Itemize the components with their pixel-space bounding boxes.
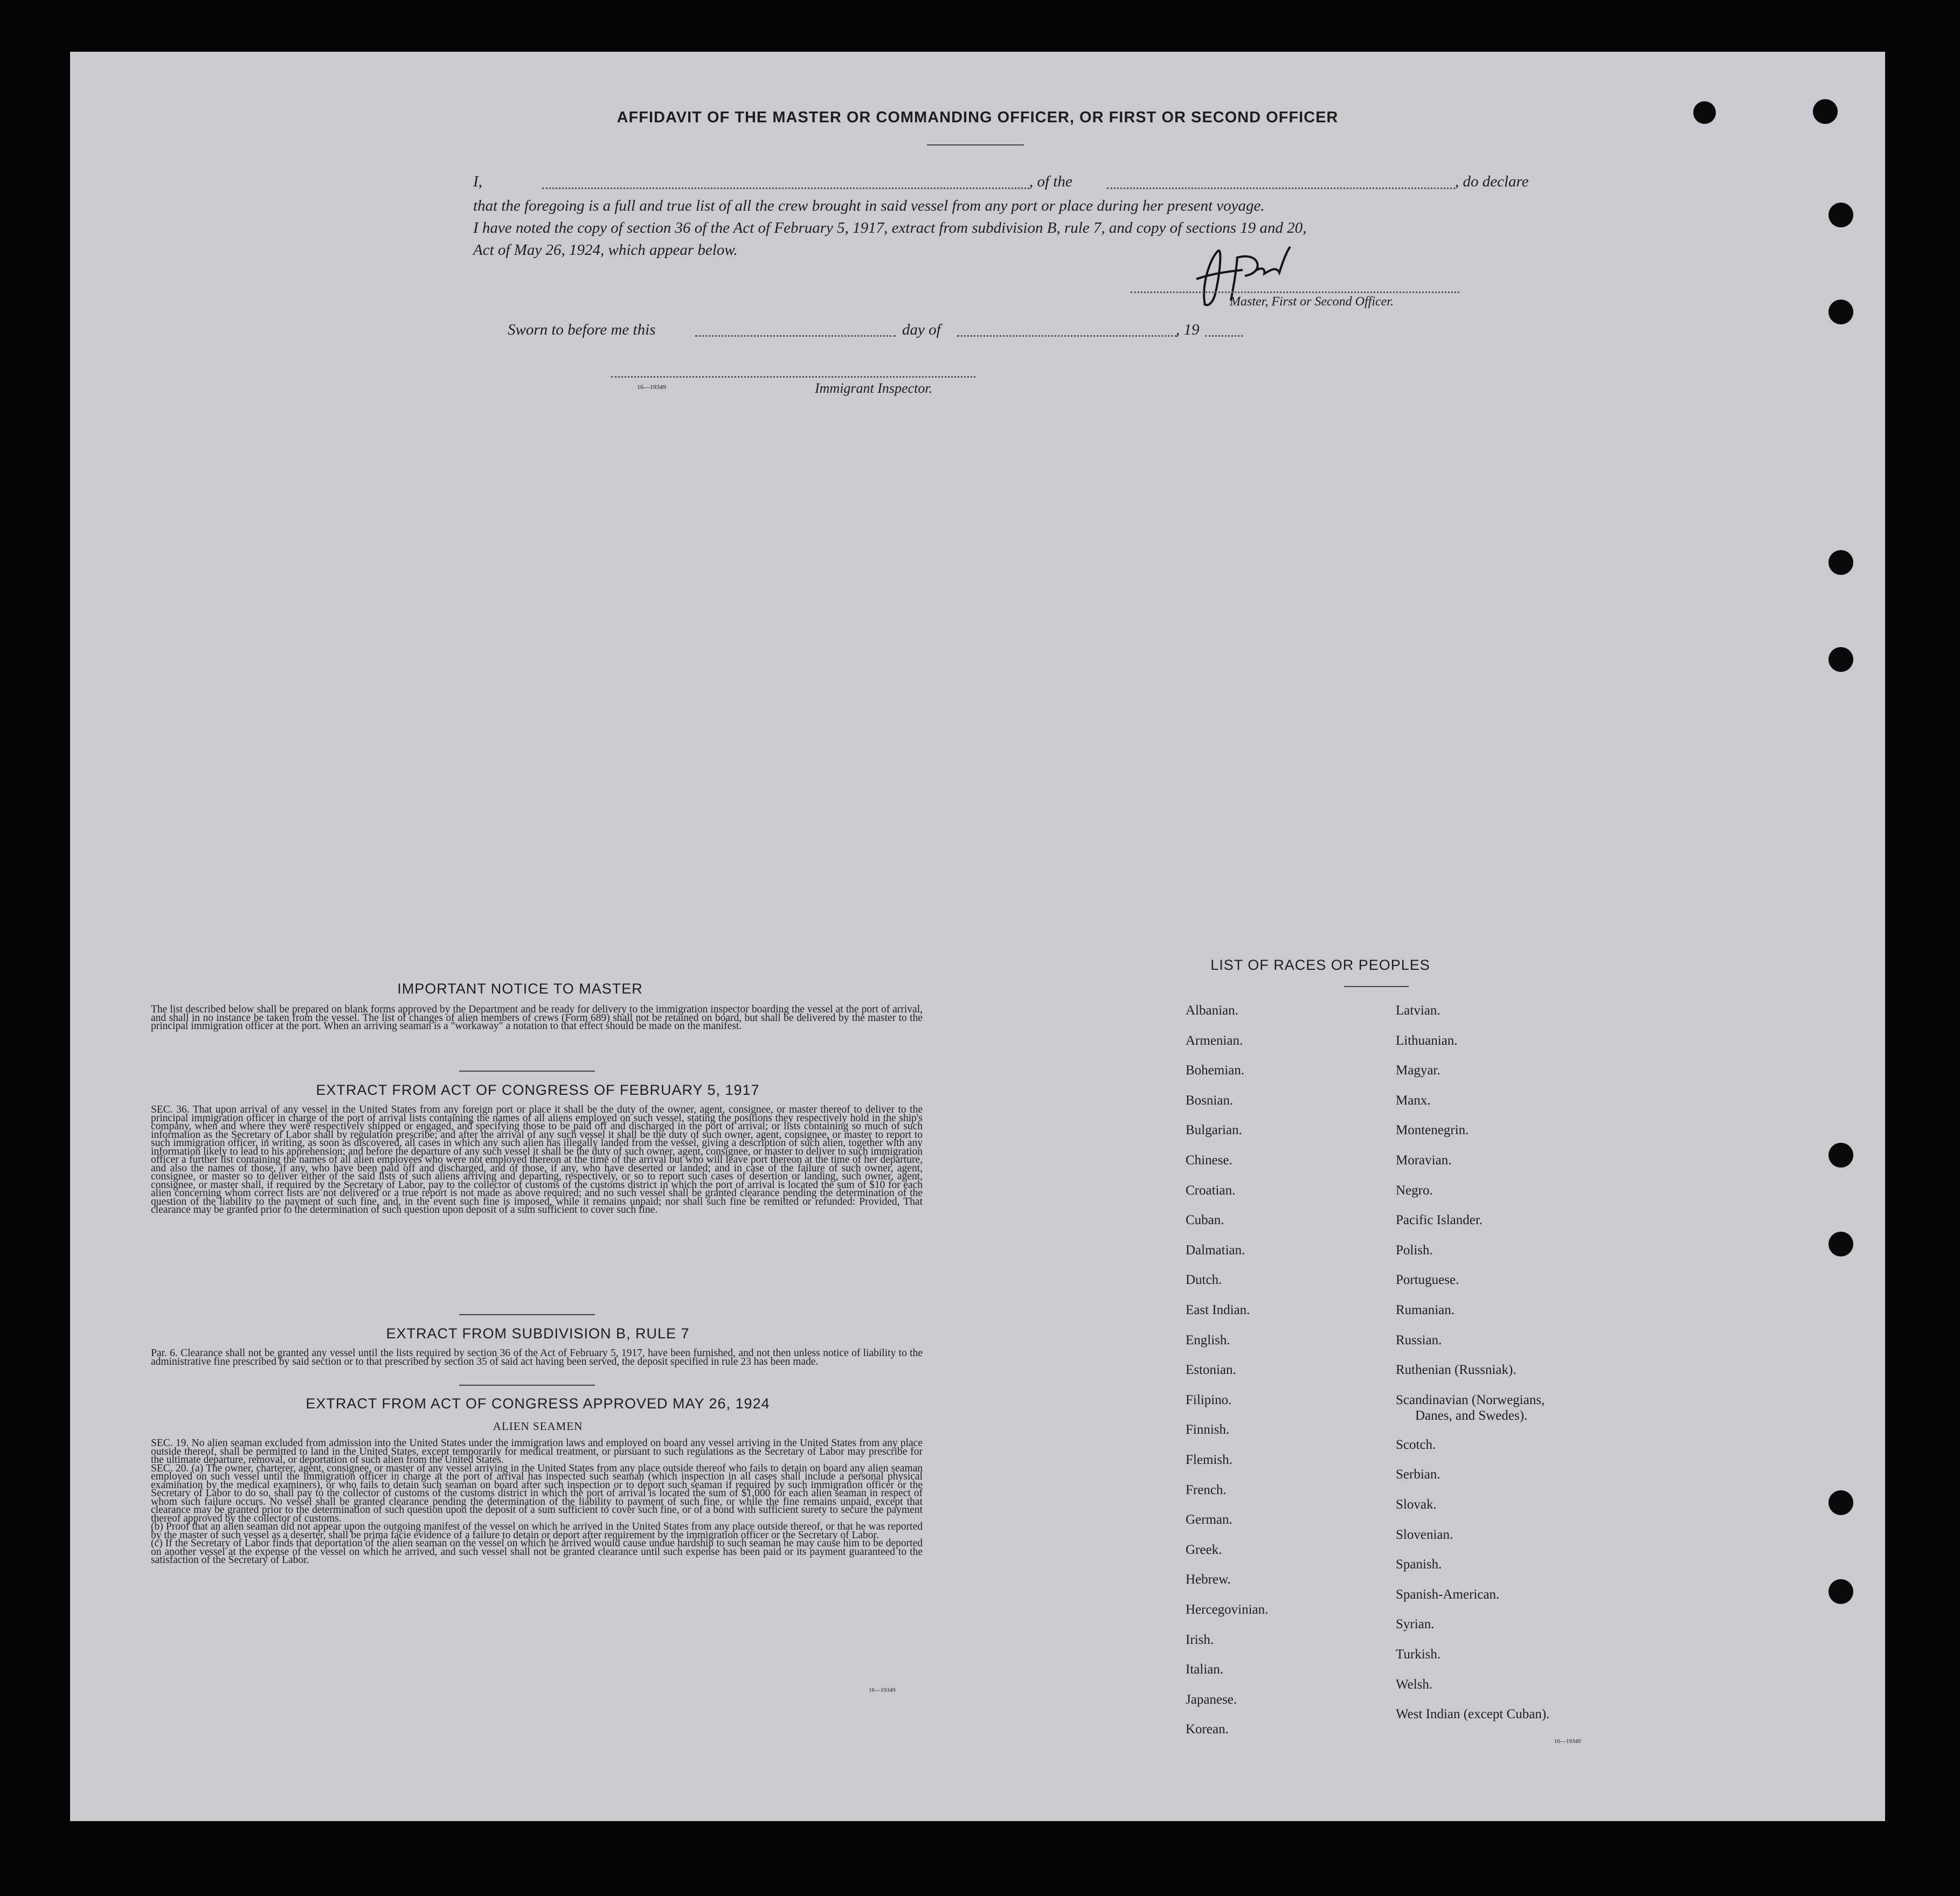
race-item: Moravian. — [1396, 1153, 1452, 1168]
race-item: Magyar. — [1396, 1063, 1440, 1078]
race-item: Danes, and Swedes). — [1415, 1408, 1528, 1423]
race-item: Pacific Islander. — [1396, 1213, 1483, 1228]
race-item: Bulgarian. — [1186, 1123, 1242, 1138]
race-item: German. — [1186, 1512, 1232, 1527]
race-item: Latvian. — [1396, 1003, 1440, 1018]
race-item: Russian. — [1396, 1332, 1442, 1348]
race-item: Dutch. — [1186, 1273, 1222, 1288]
race-item: Spanish-American. — [1396, 1587, 1500, 1602]
race-item: Welsh. — [1396, 1677, 1433, 1692]
punch-hole — [1829, 1232, 1853, 1256]
extract-rule7-heading: EXTRACT FROM SUBDIVISION B, RULE 7 — [386, 1325, 690, 1342]
race-item: French. — [1186, 1482, 1227, 1497]
alien-seamen-subheading: ALIEN SEAMEN — [493, 1420, 583, 1433]
race-item: Hercegovinian. — [1186, 1602, 1269, 1617]
race-item: Polish. — [1396, 1242, 1433, 1258]
race-item: Italian. — [1186, 1662, 1224, 1677]
affidavit-form-number: 16—19349 — [637, 383, 666, 391]
sworn-text: Sworn to before me this — [508, 321, 656, 338]
sworn-blank — [695, 335, 896, 337]
race-item: East Indian. — [1186, 1303, 1250, 1317]
race-item: Serbian. — [1396, 1467, 1440, 1482]
punch-hole — [1829, 300, 1853, 324]
punch-hole — [1829, 1579, 1853, 1604]
race-item: Portuguese. — [1396, 1273, 1459, 1288]
race-item: Finnish. — [1186, 1422, 1230, 1437]
sec20b-text: (b) Proof that an alien seaman did not appear upon the outgoing manifest of the vessel on which he arrived in the United States from any place outside thereof, or that he was reported by the master of such vessel as a deserter, shall be prima facie evidence of a failure to detain or deport after requirement by the immigration officer or the Secretary of Labor. — [151, 1521, 923, 1541]
signature-caption: Master, First or Second Officer. — [1230, 295, 1394, 309]
affidavit-line-i: I, — [473, 173, 482, 190]
extract-1917-heading: EXTRACT FROM ACT OF CONGRESS OF FEBRUARY 5, 1917 — [316, 1082, 760, 1098]
year-blank — [1205, 335, 1243, 337]
race-item: Estonian. — [1186, 1363, 1236, 1378]
extract-1924-body — [151, 1439, 923, 1565]
affidavit-line-2: that the foregoing is a full and true list of all the crew brought in said vessel from any port or place during her present voyage. — [473, 197, 1265, 214]
affidavit-do-declare: , do declare — [1455, 173, 1529, 190]
extract-1917-text: SEC. 36. That upon arrival of any vessel in the United States from any foreign port or place it shall be the duty of the owner, agent, consignee, or master thereof to deliver to the principal immigration officer in charge of the port of arrival lists containing the names of all aliens employed on such vessel, stating the positions they respectively hold in the ship's company, when and where they were respectively shipped or engaged, and specifying those to be paid off and discharged in the port of arrival; or lists containing so much of such information as the Secretary of Labor shall by regulation prescribe; and after the arrival of any such vessel it shall be the duty of such owner, agent, consignee, or master to report to such immigration officer, in writing, as soon as discovered, all cases in which any such alien has illegally landed from the vessel, giving a description of such alien, together with any information likely to lead to his apprehension; and before the departure of any such vessel it shall be the duty of such owner, agent, consignee, or master to deliver to such immigration officer a further list containing the names of all alien employees who were not employed thereon at the time of the arrival but who will leave port thereon at the time of her departure, and also the names of those, if any, who have been paid off and discharged, and of those, if any, who have deserted or landed; and in case of the failure of such owner, agent, consignee, or master so to deliver either of the said lists of such aliens arriving and departing, respectively, or so to report such cases of desertion or landing, such owner, agent, consignee, or master shall, if required by the Secretary of Labor, pay to the collector of customs of the customs district in which the port of arrival is located the sum of $10 for each alien concerning whom correct lists are not delivered or a true report is not made as above required; and no such vessel shall be granted clearance pending the determination of the question of the liability to the payment of such fine, and, in the event such fine is imposed, while it remains unpaid; nor shall such fine be remitted or refunded: Provided, That clearance may be granted prior to the determination of such question upon deposit of a sum sufficient to cover such fine. — [151, 1104, 923, 1216]
race-item: Lithuanian. — [1396, 1033, 1458, 1048]
race-item: Greek. — [1186, 1542, 1222, 1557]
heading-rule — [927, 144, 1024, 145]
races-rule — [1344, 986, 1409, 987]
race-item: Scandinavian (Norwegians, — [1396, 1392, 1545, 1407]
punch-hole — [1829, 550, 1853, 575]
race-item: Spanish. — [1396, 1557, 1442, 1572]
race-item: Slovak. — [1396, 1497, 1437, 1512]
race-item: Albanian. — [1186, 1003, 1238, 1018]
race-item: Croatian. — [1186, 1183, 1236, 1198]
race-item: Ruthenian (Russniak). — [1396, 1363, 1516, 1378]
affidavit-line-4: Act of May 26, 1924, which appear below. — [473, 241, 738, 259]
race-item: Rumanian. — [1396, 1303, 1455, 1317]
section-rule — [459, 1385, 595, 1386]
name-blank — [542, 187, 1029, 189]
sec19-text: SEC. 19. No alien seaman excluded from admission into the United States under the immigration laws and employed on board any vessel arriving in the United States from any place outside thereof, shall be permitted to land in the United States, except temporarily for medical treatment, or pursuant to such regulations as the Secretary of Labor may prescribe for the ultimate departure, removal, or deportation of such alien from the United States. — [151, 1437, 923, 1466]
affidavit-of-the: , of the — [1029, 173, 1072, 190]
document-page — [70, 52, 1885, 1821]
vessel-blank — [1107, 187, 1455, 189]
race-item: English. — [1186, 1332, 1230, 1348]
punch-hole — [1829, 647, 1853, 672]
race-item: Filipino. — [1186, 1392, 1232, 1407]
sec20a-text: SEC. 20. (a) The owner, charterer, agent, consignee, or master of any vessel arriving in the United States from any place outside thereof who fails to detain on board any alien seaman employed on such vessel until the immigration officer in charge at the port of arrival has inspected such seaman (which inspection in all cases shall include a personal physical examination by the medical examiners), or who fails to detain such seaman on board after such inspection or to deport such seaman if required by such immigration officer or the Secretary of Labor to do so, shall pay to the collector of customs of the customs district in which the port of arrival is located the sum of $1,000 for each alien seaman in respect of whom such failure occurs. No vessel shall be granted clearance pending the determination of the liability to payment of such fine, or while the fine remains unpaid, except that clearance may be granted prior to the determination of such question upon the deposit of a sum sufficient to cover such fine, or of a bond with sufficient surety to secure the payment thereof approved by the collector of customs. — [151, 1462, 923, 1524]
extract-1924-heading: EXTRACT FROM ACT OF CONGRESS APPROVED MAY 26, 1924 — [306, 1395, 770, 1412]
race-item: Turkish. — [1396, 1647, 1441, 1662]
punch-hole — [1829, 1490, 1853, 1515]
race-item: Bosnian. — [1186, 1093, 1234, 1108]
inspector-caption: Immigrant Inspector. — [815, 380, 933, 396]
section-rule — [459, 1071, 595, 1072]
race-item: Chinese. — [1186, 1153, 1232, 1168]
signature-line — [1131, 291, 1459, 293]
race-item: Armenian. — [1186, 1033, 1243, 1048]
inspector-line — [611, 376, 975, 378]
punch-hole — [1829, 1143, 1853, 1168]
race-item: Negro. — [1396, 1183, 1433, 1198]
notice-heading: IMPORTANT NOTICE TO MASTER — [397, 981, 643, 997]
race-item: Syrian. — [1396, 1617, 1435, 1632]
affidavit-heading: AFFIDAVIT OF THE MASTER OR COMMANDING OFFICER, OR FIRST OR SECOND OFFICER — [617, 109, 1339, 126]
year-text: , 19 — [1176, 321, 1200, 338]
extract-rule7-text: Par. 6. Clearance shall not be granted any vessel until the lists required by section 36 of the Act of February 5, 1917, have been furnished, and not then unless notice of liability to the administrative fine prescribed by said section or to that prescribed by section 35 of said act having been served, the deposit specified in rule 23 has been made. — [151, 1348, 923, 1367]
race-item: Dalmatian. — [1186, 1242, 1245, 1258]
punch-hole — [1829, 203, 1853, 227]
race-item: Montenegrin. — [1396, 1123, 1469, 1138]
affidavit-line-3: I have noted the copy of section 36 of the Act of February 5, 1917, extract from subdivision B, rule 7, and copy of sections 19 and 20, — [473, 219, 1307, 237]
race-item: West Indian (except Cuban). — [1396, 1707, 1550, 1722]
sec20c-text: (c) If the Secretary of Labor finds that deportation of the alien seaman on the vessel on which he arrived would cause undue hardship to such seaman he may cause him to be deported on another vessel at the expense of the vessel on which he arrived, and such vessel shall not be granted clearance until such expense has been paid or its payment guaranteed to the satisfaction of the Secretary of Labor. — [151, 1538, 923, 1566]
races-heading: LIST OF RACES OR PEOPLES — [1210, 957, 1430, 973]
race-item: Korean. — [1186, 1722, 1229, 1737]
race-item: Flemish. — [1186, 1453, 1232, 1467]
race-item: Cuban. — [1186, 1213, 1224, 1228]
race-item: Scotch. — [1396, 1437, 1436, 1452]
section-rule — [459, 1314, 595, 1315]
races-form-number: 16—19349 — [1554, 1738, 1581, 1745]
month-blank — [957, 335, 1177, 337]
extract-form-number: 16—19349 — [869, 1687, 896, 1693]
notice-text: The list described below shall be prepared on blank forms approved by the Department and be ready for delivery to the immigration inspector boarding the vessel at the port of arrival, and shall in no instance be taken from the vessel. The list of changes of alien members of crews (Form 689) shall not be retained on board, but shall be delivered by the master to the principal immigration officer at the port. When an arriving seaman is a "workaway" a notation to that effect should be made on the manifest. — [151, 1004, 923, 1032]
race-item: Bohemian. — [1186, 1063, 1245, 1078]
race-item: Slovenian. — [1396, 1527, 1453, 1542]
race-item: Manx. — [1396, 1093, 1431, 1108]
day-of-text: day of — [902, 321, 941, 338]
race-item: Japanese. — [1186, 1692, 1237, 1707]
race-item: Irish. — [1186, 1632, 1214, 1647]
race-item: Hebrew. — [1186, 1572, 1231, 1587]
